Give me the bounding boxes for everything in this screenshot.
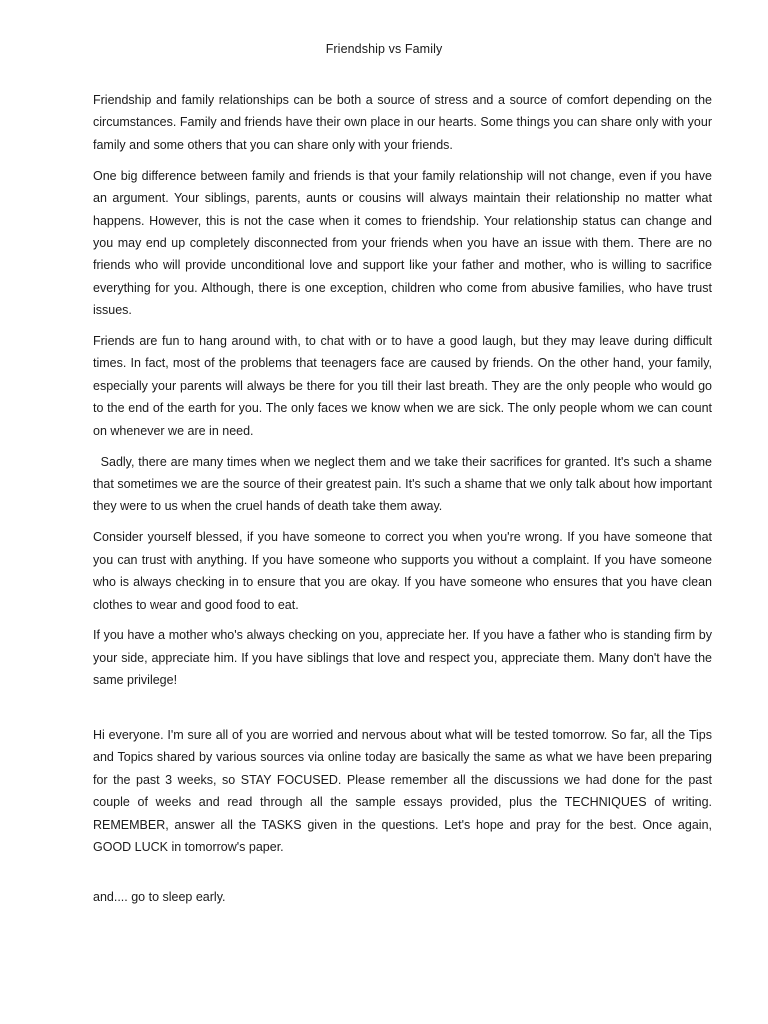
paragraph-difference: One big difference between family and friends is that your family relationship will not change, even if you have an argument. Your siblings, parents, aunts or cousins will always maintain their relationship no matter what happens. However, this is not the case when it comes to friendship. Your relationship status can change and you may end up completely disconnected from your friends when you have an issue with them. There are no friends who will provide unconditional love and support like your father and mother, who is willing to sacrifice everything for you. Although, there is one exception, children who come from abusive families, who have trust issues. xyxy=(93,168,712,318)
paragraph-friends-fun: Friends are fun to hang around with, to chat with or to have a good laugh, but they may leave during difficult times. In fact, most of the problems that teenagers face are caused by friends. On the other hand, your family, especially your parents will always be there for you till their last breath. They are the only people who would go to the end of the earth for you. The only faces we know when we are sick. The only people whom we can count on whenever we are in need. xyxy=(93,334,712,438)
exam-note xyxy=(93,724,712,867)
paragraph-appreciate: If you have a mother who's always checking on you, appreciate her. If you have a father who is standing firm by your side, appreciate him. If you have siblings that love and respect you, appreciate them. Many don't have the same privilege! xyxy=(93,628,712,688)
paragraph-blessed: Consider yourself blessed, if you have someone to correct you when you're wrong. If you have someone that you can trust with anything. If you have someone who supports you without a complaint. If you have someone who is always checking in to ensure that you are okay. If you have someone who ensures that you have clean clothes to wear and good food to eat. xyxy=(93,530,712,612)
signoff-line: and.... go to sleep early. xyxy=(93,890,226,904)
essay-body xyxy=(93,89,712,700)
paragraph-intro: Friendship and family relationships can be both a source of stress and a source of comfort depending on the circumstances. Family and friends have their own place in our hearts. Some things you can share only with your family and some others that you can share only with your friends. xyxy=(93,93,712,152)
paragraph-sadly: Sadly, there are many times when we neglect them and we take their sacrifices for granted. It's such a shame that sometimes we are the source of their greatest pain. It's such a shame that we only talk about how important they were to us when the cruel hands of death take them away. xyxy=(93,454,712,514)
document-title: Friendship vs Family xyxy=(325,42,443,56)
paragraph-note: Hi everyone. I'm sure all of you are worried and nervous about what will be tested tomorrow. So far, all the Tips and Topics shared by various sources via online today are basically the same as what we have been preparing for the past 3 weeks, so STAY FOCUSED. Please remember all the discussions we had done for the past couple of weeks and read through all the sample essays provided, plus the TECHNIQUES of writing. REMEMBER, answer all the TASKS given in the questions. Let's hope and pray for the best. Once again, GOOD LUCK in tomorrow's paper. xyxy=(93,728,712,855)
